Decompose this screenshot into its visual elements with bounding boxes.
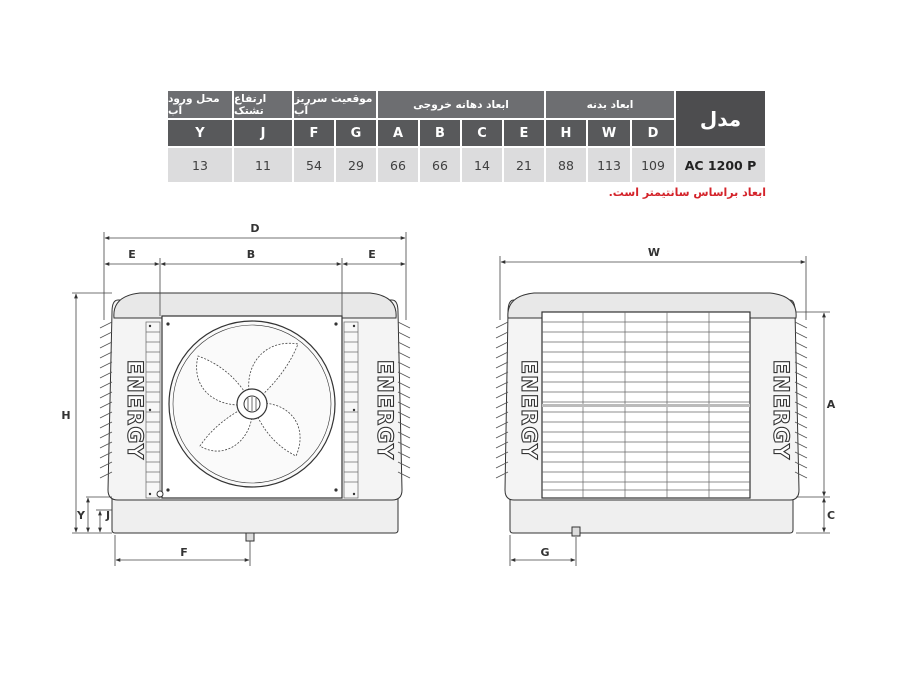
- units-note: ابعاد براساس سانتیمتر است.: [608, 186, 766, 199]
- col-letter-e: E: [504, 120, 544, 146]
- side-right-brand-logo: ENERGY: [769, 359, 793, 461]
- col-letter-w: W: [588, 120, 630, 146]
- group-header-overflow: موقعیت سرریز آب: [294, 91, 376, 118]
- front-left-brand-logo: ENERGY: [123, 359, 147, 461]
- dim-label-h: H: [61, 409, 71, 422]
- col-value-e: 21: [504, 148, 544, 182]
- dim-label-j: J: [105, 509, 111, 522]
- col-letter-g: G: [336, 120, 376, 146]
- col-value-y: 13: [168, 148, 232, 182]
- col-letter-h: H: [546, 120, 586, 146]
- group-header-inlet: محل ورود آب: [168, 91, 232, 118]
- dim-label-c: C: [826, 509, 836, 522]
- group-header-drain: ارتفاع تشتک: [234, 91, 292, 118]
- dim-label-e-right: E: [368, 248, 376, 261]
- col-letter-a: A: [378, 120, 418, 146]
- model-header: مدل: [676, 91, 765, 146]
- side-left-brand-logo: ENERGY: [517, 359, 541, 461]
- drain-fitting: [157, 491, 163, 497]
- col-value-w: 113: [588, 148, 630, 182]
- side-base-pan: [510, 497, 793, 533]
- front-inlet-pipe: [246, 533, 254, 541]
- col-letter-f: F: [294, 120, 334, 146]
- col-letter-y: Y: [168, 120, 232, 146]
- col-value-f: 54: [294, 148, 334, 182]
- col-value-a: 66: [378, 148, 418, 182]
- dim-label-a: A: [826, 398, 836, 411]
- front-right-brand-logo: ENERGY: [373, 359, 397, 461]
- col-value-j: 11: [234, 148, 292, 182]
- front-top-lid: [114, 293, 396, 318]
- col-value-d: 109: [632, 148, 674, 182]
- col-letter-j: J: [234, 120, 292, 146]
- side-inlet-pipe: [572, 527, 580, 536]
- dim-label-e-left: E: [128, 248, 136, 261]
- col-letter-b: B: [420, 120, 460, 146]
- dim-label-f: F: [180, 546, 188, 559]
- dim-label-g: G: [540, 546, 550, 559]
- dim-label-d: D: [250, 222, 260, 235]
- col-value-h: 88: [546, 148, 586, 182]
- col-value-c: 14: [462, 148, 502, 182]
- dim-label-b: B: [246, 248, 256, 261]
- group-header-body: ابعاد بدنه: [546, 91, 674, 118]
- model-value: AC 1200 P: [676, 148, 765, 182]
- side-view: [496, 293, 807, 536]
- group-header-outlet: ابعاد دهانه خروجی: [378, 91, 544, 118]
- side-grille-band: [542, 404, 750, 407]
- dim-label-y: Y: [77, 509, 85, 522]
- col-letter-c: C: [462, 120, 502, 146]
- front-base-pan: [112, 497, 398, 533]
- col-value-b: 66: [420, 148, 460, 182]
- col-value-g: 29: [336, 148, 376, 182]
- dim-label-w: W: [647, 246, 661, 259]
- col-letter-d: D: [632, 120, 674, 146]
